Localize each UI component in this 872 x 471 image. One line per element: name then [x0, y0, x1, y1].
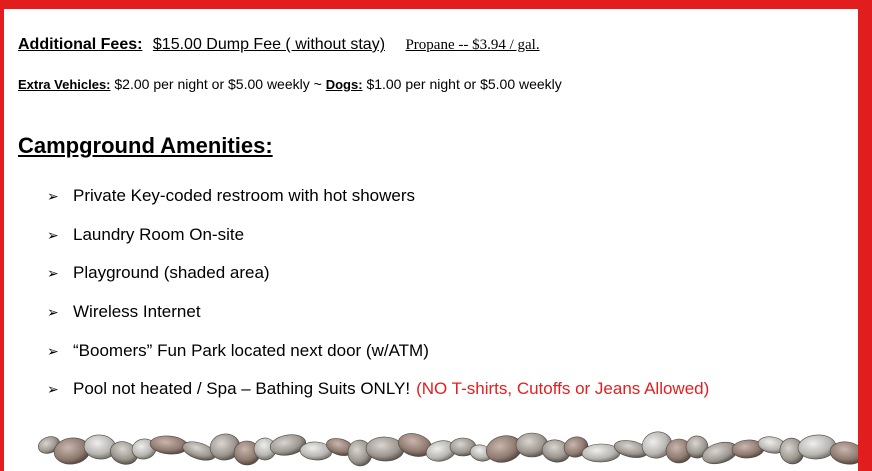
list-item	[47, 332, 709, 371]
list-item	[47, 216, 709, 255]
dump-fee-text: $15.00 Dump Fee ( without stay)	[152, 36, 386, 53]
arrow-bullet-icon: ➢	[47, 226, 59, 243]
arrow-bullet-icon: ➢	[47, 342, 59, 359]
dogs-text: $1.00 per night or $5.00 weekly	[366, 76, 562, 92]
arrow-bullet-icon: ➢	[47, 188, 59, 204]
extra-vehicles-label: Extra Vehicles:	[18, 77, 111, 92]
extra-vehicles-text: $2.00 per night or $5.00 weekly ~	[114, 76, 322, 92]
list-item	[47, 177, 709, 216]
pebble-border-decoration	[4, 427, 858, 471]
arrow-bullet-icon: ➢	[47, 304, 59, 321]
additional-fees-label: Additional Fees:	[18, 36, 143, 53]
propane-price-text: Propane -- $3.94 / gal.	[405, 37, 540, 53]
flyer-page	[4, 9, 858, 471]
amenity-text: Pool not heated / Spa – Bathing Suits ONLY!	[73, 379, 411, 399]
amenity-text: Private Key-coded restroom with hot showers	[73, 186, 416, 205]
list-item	[47, 370, 709, 409]
amenity-text: “Boomers” Fun Park located next door (w/ATM)	[73, 340, 429, 360]
amenities-title: Campground Amenities:	[18, 133, 273, 158]
amenities-list	[47, 177, 709, 409]
list-item	[47, 254, 709, 293]
dogs-label: Dogs:	[325, 77, 363, 92]
arrow-bullet-icon: ➢	[47, 381, 59, 398]
amenity-text: Playground (shaded area)	[73, 263, 270, 283]
amenity-text: Wireless Internet	[73, 302, 201, 322]
amenity-text: Laundry Room On-site	[73, 224, 245, 244]
additional-fees-line	[18, 36, 540, 54]
arrow-bullet-icon: ➢	[47, 265, 59, 282]
extra-fees-line	[18, 76, 562, 92]
dress-code-warning: (NO T-shirts, Cutoffs or Jeans Allowed)	[416, 379, 710, 399]
list-item	[47, 293, 709, 332]
